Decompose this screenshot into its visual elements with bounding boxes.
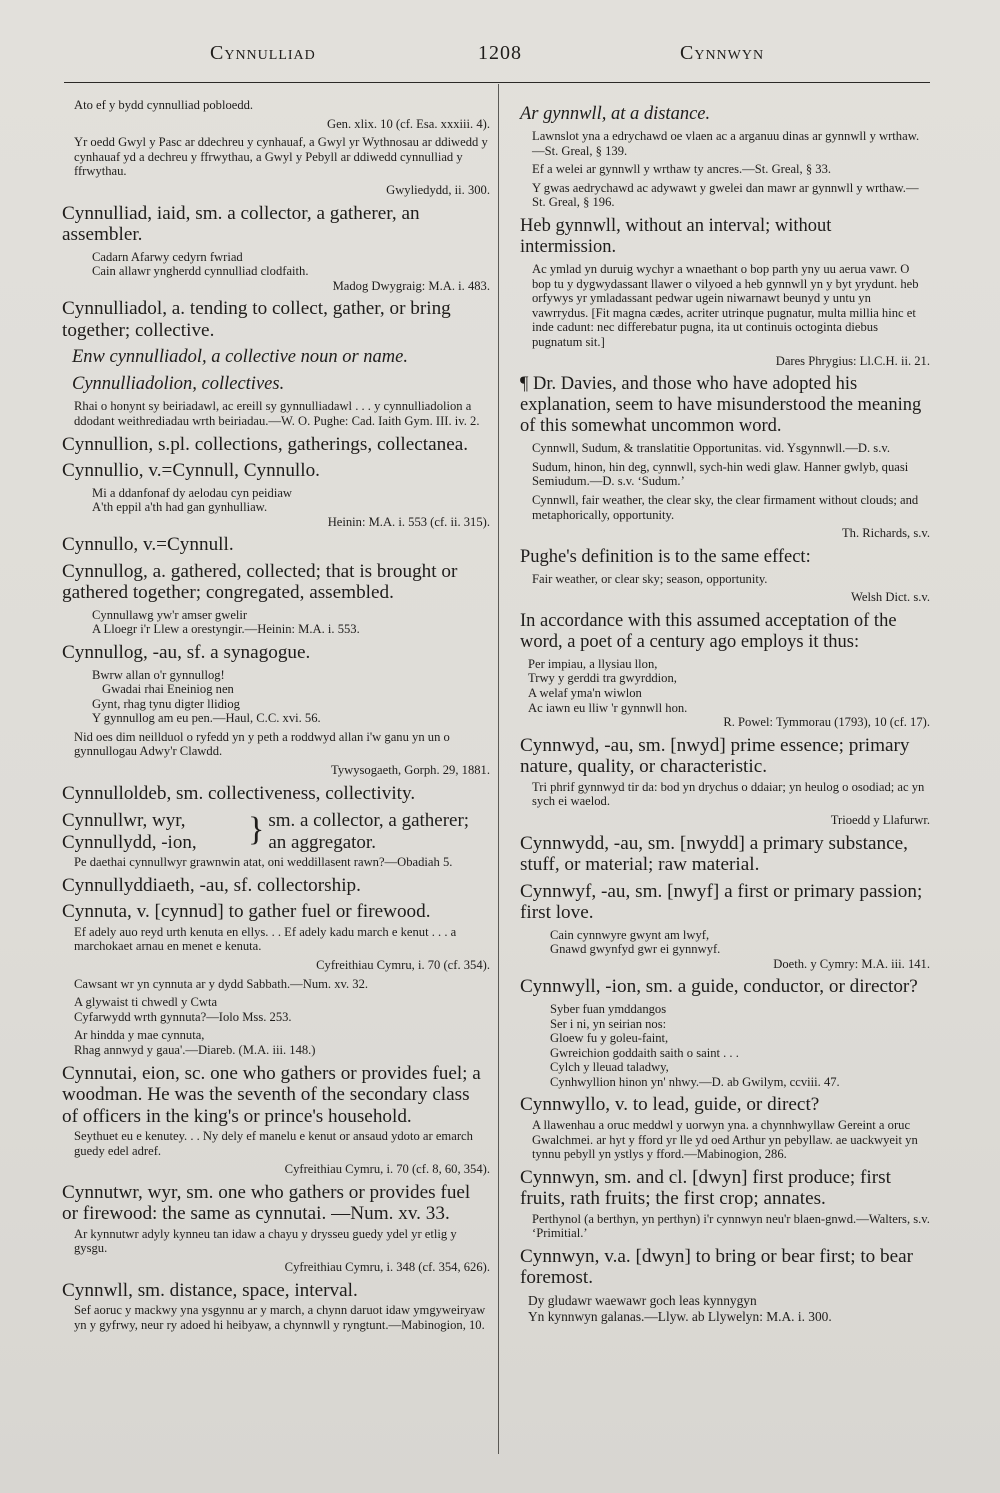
verse-line: Cain cynnwyre gwynt am lwyf, xyxy=(550,927,710,942)
verse-line: A glywaist ti chwedl y Cwta xyxy=(74,995,218,1010)
quotation: Ef a welei ar gynnwll y wrthaw ty ancres.—St. Greal, § 33. xyxy=(532,162,832,177)
sub-sense: Heb gynnwll, without an interval; without intermission. xyxy=(520,215,832,257)
citation: Heinin: M.A. i. 553 (cf. ii. 315). xyxy=(327,514,490,529)
quotation: Cynnwll, Sudum, & translatitie Opportunitas. vid. Ysgynnwll.—D. s.v. xyxy=(532,441,890,456)
verse-line: Ar hindda y mae cynnuta, xyxy=(74,1028,205,1043)
verse-quotation xyxy=(528,657,930,730)
page-number: 1208 xyxy=(478,42,522,64)
entry-cynnullog-adj: Cynnullog, a. gathered, collected; that is brought or gathered together; congregated, assembled. xyxy=(62,560,458,604)
verse-line: Syber fuan ymddangos xyxy=(550,1001,667,1016)
entry-cynnulliadol: Cynnulliadol, a. tending to collect, gather, or bring together; collective. xyxy=(62,298,451,341)
verse-line: Ser i ni, yn seirian nos: xyxy=(550,1016,667,1031)
header-rule xyxy=(64,82,930,83)
entry-cynnullog-noun: Cynnullog, -au, sf. a synagogue. xyxy=(62,642,311,663)
quotation: Sef aoruc y mackwy yna ysgynnu ar y march, a chynn daruot idaw ymgyweiryaw yn y gyfrwy, neur ry adoed hi heibyaw, a chynnwll y ryngtunt.—Mabinogion, 10. xyxy=(74,1303,486,1332)
quotation: Ato ef y bydd cynnulliad pobloedd. xyxy=(74,98,254,112)
entry-cynnullion: Cynnullion, s.pl. collections, gatherings, collectanea. xyxy=(62,433,469,455)
citation: Cyfreithiau Cymru, i. 70 (cf. 8, 60, 354). xyxy=(284,1162,490,1177)
verse-quotation xyxy=(92,486,490,530)
verse-quotation xyxy=(550,928,930,972)
header-left-guideword: Cynnulliad xyxy=(210,42,316,64)
verse-line: Trwy y gerddi tra gwyrddion, xyxy=(528,671,677,686)
headword: Cynnullydd, -ion, xyxy=(62,831,197,853)
verse-quotation xyxy=(92,250,490,294)
entry-cynnwyf: Cynnwyf, -au, sm. [nwyf] a first or primary passion; first love. xyxy=(520,880,923,924)
entry-cynnulloldeb: Cynnulloldeb, sm. collectiveness, collectivity. xyxy=(62,782,416,804)
verse-line: Ac iawn eu lliw 'r gynnwll hon. xyxy=(528,700,688,715)
left-column xyxy=(62,96,490,1336)
citation: Madog Dwygraig: M.A. i. 483. xyxy=(332,278,490,293)
verse-line: Cylch y lleuad taladwy, xyxy=(550,1060,669,1075)
verse-quotation xyxy=(92,608,490,637)
verse-line: Cyfarwydd wrth gynnuta?—Iolo Mss. 253. xyxy=(74,1009,292,1024)
quotation: Pe daethai cynnullwyr grawnwin atat, oni weddillasent rawn?—Obadiah 5. xyxy=(74,855,453,870)
verse-quotation xyxy=(550,1002,930,1090)
quotation: Cawsant wr yn cynnuta ar y dydd Sabbath.—Num. xv. 32. xyxy=(74,976,369,991)
verse-line: Cynhwyllion hinon yn' nhwy.—D. ab Gwilym, ccviii. 47. xyxy=(550,1074,840,1089)
entry-cynnuta: Cynnuta, v. [cynnud] to gather fuel or firewood. xyxy=(62,901,431,923)
running-header xyxy=(0,42,1000,72)
verse-quotation xyxy=(74,995,490,1057)
citation: Th. Richards, s.v. xyxy=(841,526,930,541)
entry-cynnullyddiaeth: Cynnullyddiaeth, -au, sf. collectorship. xyxy=(62,874,361,896)
quotation: Ef adely auo reyd urth kenuta en ellys. . . Ef adely kadu march e kenut . . . a marchokaet arnau en menet e kenuta. xyxy=(74,924,457,954)
verse-quotation xyxy=(528,1293,930,1325)
sub-sense: Cynnulliadolion, collectives. xyxy=(72,374,285,395)
entry-cynnullwr-cynnullydd xyxy=(62,810,490,853)
entry-cynnwydd: Cynnwydd, -au, sm. [nwydd] a primary substance, stuff, or material; raw material. xyxy=(520,832,908,876)
verse-line: A Lloegr i'r Llew a orestyngir.—Heinin: M.A. i. 553. xyxy=(92,622,360,637)
verse-quotation xyxy=(92,668,490,726)
citation: Doeth. y Cymry: M.A. iii. 141. xyxy=(773,956,930,971)
definition: an aggregator. xyxy=(268,831,376,853)
verse-line: Cynnullawg yw'r amser gwelir xyxy=(92,607,248,622)
entry-cynnwyllo: Cynnwyllo, v. to lead, guide, or direct? xyxy=(520,1094,820,1116)
editorial-note: ¶ Dr. Davies, and those who have adopted his explanation, seem to have misunderstood the meaning of this somewhat uncommon word. xyxy=(520,374,922,437)
quotation: Cynnwll, fair weather, the clear sky, the clear firmament without clouds; and metaphorically, opportunity. xyxy=(532,492,919,522)
quotation: Ac ymlad yn duruig wychyr a wnaethant o bop parth yny uu aerua vawr. O bop tu y dygwydassant llawer o vilyoed a heb gynnwll yn y byt yrydunt. heb orfywys yr ymladassant pedwar ugein niwarnawt beunyd y untu yn vawrrydus. [Fit magna cædes, acriter utrinque pugnatur, multa millia hinc et inde cadunt: nec differebatur pugna, ita ut continuis octoginta diebus pugnatum sit.] xyxy=(532,261,919,349)
entry-cynnutai: Cynnutai, eion, sc. one who gathers or provides fuel; a woodman. He was the seventh of the secondary class of officers in the king's or prince's household. xyxy=(62,1062,481,1127)
verse-line: Gynt, rhag tynu digter llidiog xyxy=(92,696,240,711)
headword: Cynnullwr, wyr, xyxy=(62,810,186,832)
right-column xyxy=(520,98,930,1329)
quotation: Tri phrif gynnwyd tir da: bod yn drychus o ddaiar; yn heulog o osodiad; ac yn sych ei waelod. xyxy=(532,779,925,809)
verse-line: Cadarn Afarwy cedyrn fwriad xyxy=(92,249,243,264)
verse-line: Gloew fu y goleu-faint, xyxy=(550,1031,669,1046)
citation: R. Powel: Tymmorau (1793), 10 (cf. 17). xyxy=(723,715,930,730)
verse-line: Bwrw allan o'r gynnullog! xyxy=(92,667,225,682)
verse-line: Y gynnullog am eu pen.—Haul, C.C. xvi. 56. xyxy=(92,711,321,726)
sub-sense: Enw cynnulliadol, a collective noun or name. xyxy=(72,347,409,368)
citation: Welsh Dict. s.v. xyxy=(851,590,930,605)
column-divider xyxy=(498,84,499,1454)
entry-cynnwyd: Cynnwyd, -au, sm. [nwyd] prime essence; primary nature, quality, or characteristic. xyxy=(520,734,910,778)
verse-line: Gnawd gwynfyd gwr ei gynnwyf. xyxy=(550,942,721,957)
editorial-note: Pughe's definition is to the same effect: xyxy=(520,546,811,567)
quotation: Fair weather, or clear sky; season, opportunity. xyxy=(532,571,768,586)
citation: Cyfreithiau Cymru, i. 348 (cf. 354, 626). xyxy=(284,1259,490,1274)
verse-line: Gwadai rhai Eneiniog nen xyxy=(102,682,234,697)
entry-cynnwyn-noun: Cynnwyn, sm. and cl. [dwyn] first produce; first fruits, rath fruits; the first crop; annates. xyxy=(520,1166,891,1210)
citation: Trioedd y Llafurwr. xyxy=(830,813,930,828)
brace: } xyxy=(248,811,265,849)
entry-cynnwyn-verb: Cynnwyn, v.a. [dwyn] to bring or bear first; to bear foremost. xyxy=(520,1245,914,1289)
quotation: Sudum, hinon, hin deg, cynnwll, sych-hin wedi glaw. Hanner gwlyb, quasi Semiudum.—D. s.v. ‘Sudum.’ xyxy=(532,459,909,489)
entry-cynnullio: Cynnullio, v.=Cynnull, Cynnullo. xyxy=(62,460,320,482)
quotation: A llawenhau a oruc meddwl y uorwyn yna. a chynnhwyllaw Gereint a oruc Gwalchmei. ar hyt y fford yr lle yd oed Arthur yn pebyllaw. ae uackwyeit yn tynnu pebyll yn ystlys y fford.—Mabinogion, 286. xyxy=(532,1117,918,1162)
verse-line: Yn kynnwyn galanas.—Llyw. ab Llywelyn: M.A. i. 300. xyxy=(528,1308,832,1324)
entry-cynnwll: Cynnwll, sm. distance, space, interval. xyxy=(62,1279,358,1301)
quotation: Yr oedd Gwyl y Pasc ar ddechreu y cynhauaf, a Gwyl yr Wythnosau ar ddiwedd y cynhauaf yd a dechreu y ffrwythau, a Gwyl y Pebyll ar ddiwedd cynnulliad y ffrwythau. xyxy=(74,135,488,179)
entry-cynnwyll: Cynnwyll, -ion, sm. a guide, conductor, or director? xyxy=(520,976,918,998)
sub-sense: Ar gynnwll, at a distance. xyxy=(520,104,711,124)
verse-line: A welaf yma'n wiwlon xyxy=(528,686,642,701)
verse-line: Dy gludawr waewawr goch leas kynnygyn xyxy=(528,1292,757,1308)
citation: Gwyliedydd, ii. 300. xyxy=(386,182,490,197)
quotation: Seythuet eu e kenutey. . . Ny dely ef manelu e kenut or ansaud ydoto ar emarch guedy edel adref. xyxy=(74,1129,473,1158)
editorial-note: In accordance with this assumed acceptation of the word, a poet of a century ago employs it thus: xyxy=(520,610,897,652)
citation: Gen. xlix. 10 (cf. Esa. xxxiii. 4). xyxy=(327,116,490,131)
quotation: Y gwas aedrychawd ac adywawt y gwelei dan mawr ar gynnwll y wrthaw.—St. Greal, § 196. xyxy=(532,180,919,210)
quotation: Lawnslot yna a edrychawd oe vlaen ac a arganuu dinas ar gynnwll y wrthaw.—St. Greal, § 139. xyxy=(532,129,920,158)
quotation: Ar kynnutwr adyly kynneu tan idaw a chayu y drysseu guedy ydel yr etlig y gysgu. xyxy=(74,1226,457,1256)
verse-line: Mi a ddanfonaf dy aelodau cyn peidiaw xyxy=(92,485,293,500)
quotation: Nid oes dim neillduol o ryfedd yn y peth a roddwyd allan i'w ganu yn un o gynnullogau Adwy'r Clawdd. xyxy=(74,729,450,759)
entry-cynnulliad: Cynnulliad, iaid, sm. a collector, a gatherer, an assembler. xyxy=(62,202,420,246)
verse-line: Cain allawr yngherdd cynnulliad clodfaith. xyxy=(92,264,309,279)
header-right-guideword: Cynnwyn xyxy=(680,42,765,64)
definition: sm. a collector, a gatherer; xyxy=(268,810,470,832)
verse-line: Gwreichion goddaith saith o saint . . . xyxy=(550,1045,739,1060)
citation: Dares Phrygius: Ll.C.H. ii. 21. xyxy=(775,353,930,368)
quotation: Perthynol (a berthyn, yn perthyn) i'r cynnwyn neu'r blaen-gnwd.—Walters, s.v. ‘Primitial.’ xyxy=(532,1211,930,1241)
citation: Cyfreithiau Cymru, i. 70 (cf. 354). xyxy=(316,957,490,972)
quotation: Rhai o honynt sy beiriadawl, ac ereill sy gynnulliadawl . . . y cynnulliadolion a ddodant weithrediadau wrth beiriadau.—W. O. Pughe: Cad. Iaith Gym. III. iv. 2. xyxy=(74,399,480,428)
entry-cynnullo: Cynnullo, v.=Cynnull. xyxy=(62,534,234,556)
entry-cynnutwr: Cynnutwr, wyr, sm. one who gathers or provides fuel or firewood: the same as cynnutai. —Num. xv. 33. xyxy=(62,1181,471,1225)
verse-line: A'th eppil a'th had gan gynhulliaw. xyxy=(92,500,268,515)
verse-line: Per impiau, a llysiau llon, xyxy=(528,656,658,671)
verse-line: Rhag annwyd y gaua'.—Diareb. (M.A. iii. 148.) xyxy=(74,1042,316,1057)
citation: Tywysogaeth, Gorph. 29, 1881. xyxy=(331,763,490,778)
